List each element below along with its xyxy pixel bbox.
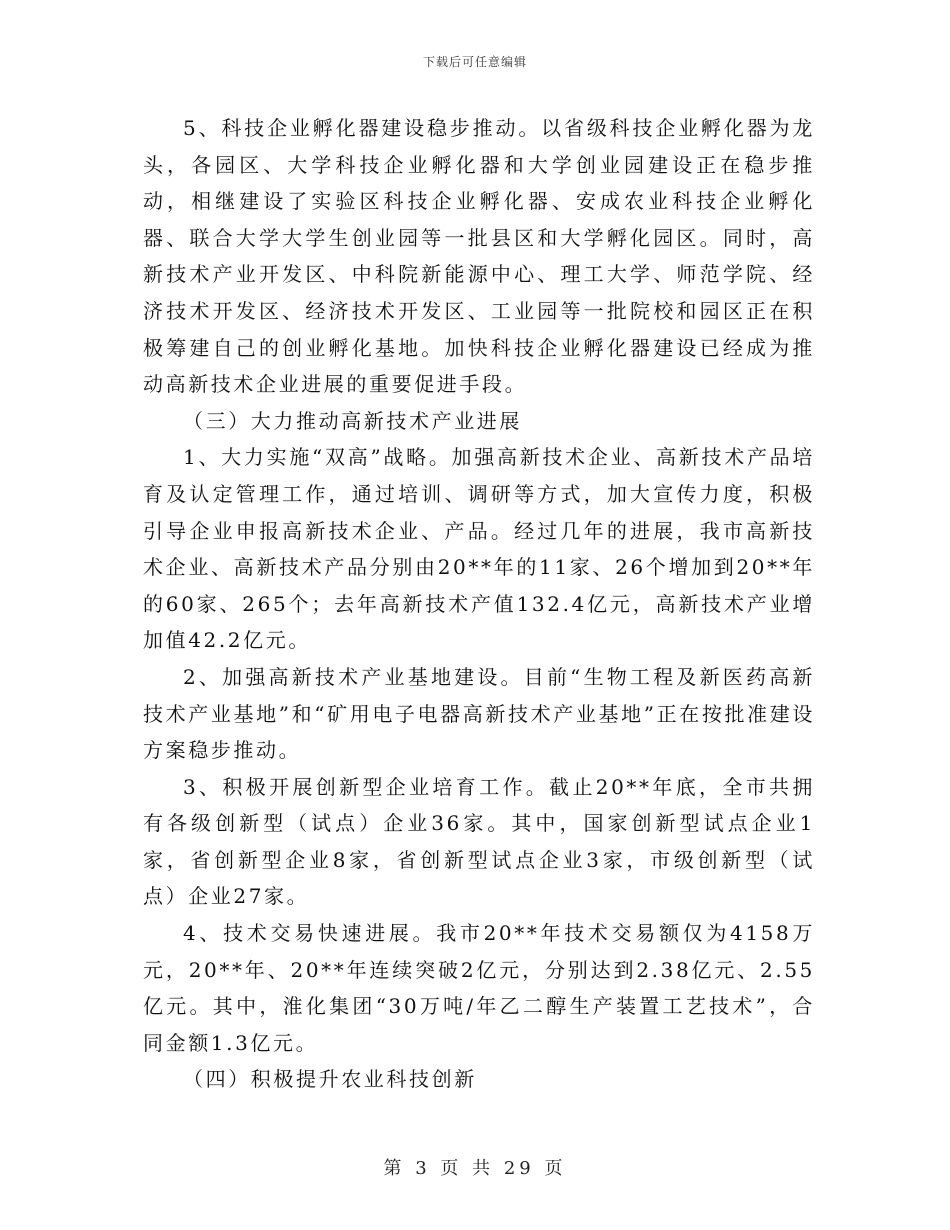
page-header: 下载后可任意编辑 — [422, 55, 527, 69]
paragraph-industrial-base: 2、加强高新技术产业基地建设。目前“生物工程及新医药高新技术产业基地”和“矿用电子电器高新技术产业基地”正在按批准建设方案稳步推动。 — [143, 664, 815, 763]
document-body — [143, 110, 815, 1098]
paragraph-technology-trade: 4、技术交易快速进展。我市20**年技术交易额仅为4158万元，20**年、20**年连续突破2亿元，分别达到2.38亿元、2.55亿元。其中，淮化集团“30万吨/年乙二醇生产装置工艺技术”，合同金额1.3亿元。 — [143, 921, 815, 1055]
page-number: 第 3 页 共 29 页 — [383, 1158, 567, 1179]
paragraph-double-high-strategy: 1、大力实施“双高”战略。加强高新技术企业、高新技术产品培育及认定管理工作，通过培训、调研等方式，加大宣传力度，积极引导企业申报高新技术企业、产品。经过几年的进展，我市高新技术企业、高新技术产品分别由20**年的11家、26个增加到20**年的60家、265个；去年高新技术产值132.4亿元，高新技术产业增加值42.2亿元。 — [143, 445, 815, 653]
paragraph-incubator-construction: 5、科技企业孵化器建设稳步推动。以省级科技企业孵化器为龙头，各园区、大学科技企业孵化器和大学创业园建设正在稳步推动，相继建设了实验区科技企业孵化器、安成农业科技企业孵化器、联合大学大学生创业园等一批县区和大学孵化园区。同时，高新技术产业开发区、中科院新能源中心、理工大学、师范学院、经济技术开发区、经济技术开发区、工业园等一批院校和园区正在积极筹建自己的创业孵化基地。加快科技企业孵化器建设已经成为推动高新技术企业进展的重要促进手段。 — [143, 116, 815, 397]
paragraph-innovative-enterprises: 3、积极开展创新型企业培育工作。截止20**年底，全市共拥有各级创新型（试点）企业36家。其中，国家创新型试点企业1家，省创新型企业8家，省创新型试点企业3家，市级创新型（试点）企业27家。 — [143, 774, 815, 909]
section-heading-4: （四）积极提升农业科技创新 — [183, 1067, 477, 1092]
section-heading-3: （三）大力推动高新技术产业进展 — [183, 408, 522, 433]
